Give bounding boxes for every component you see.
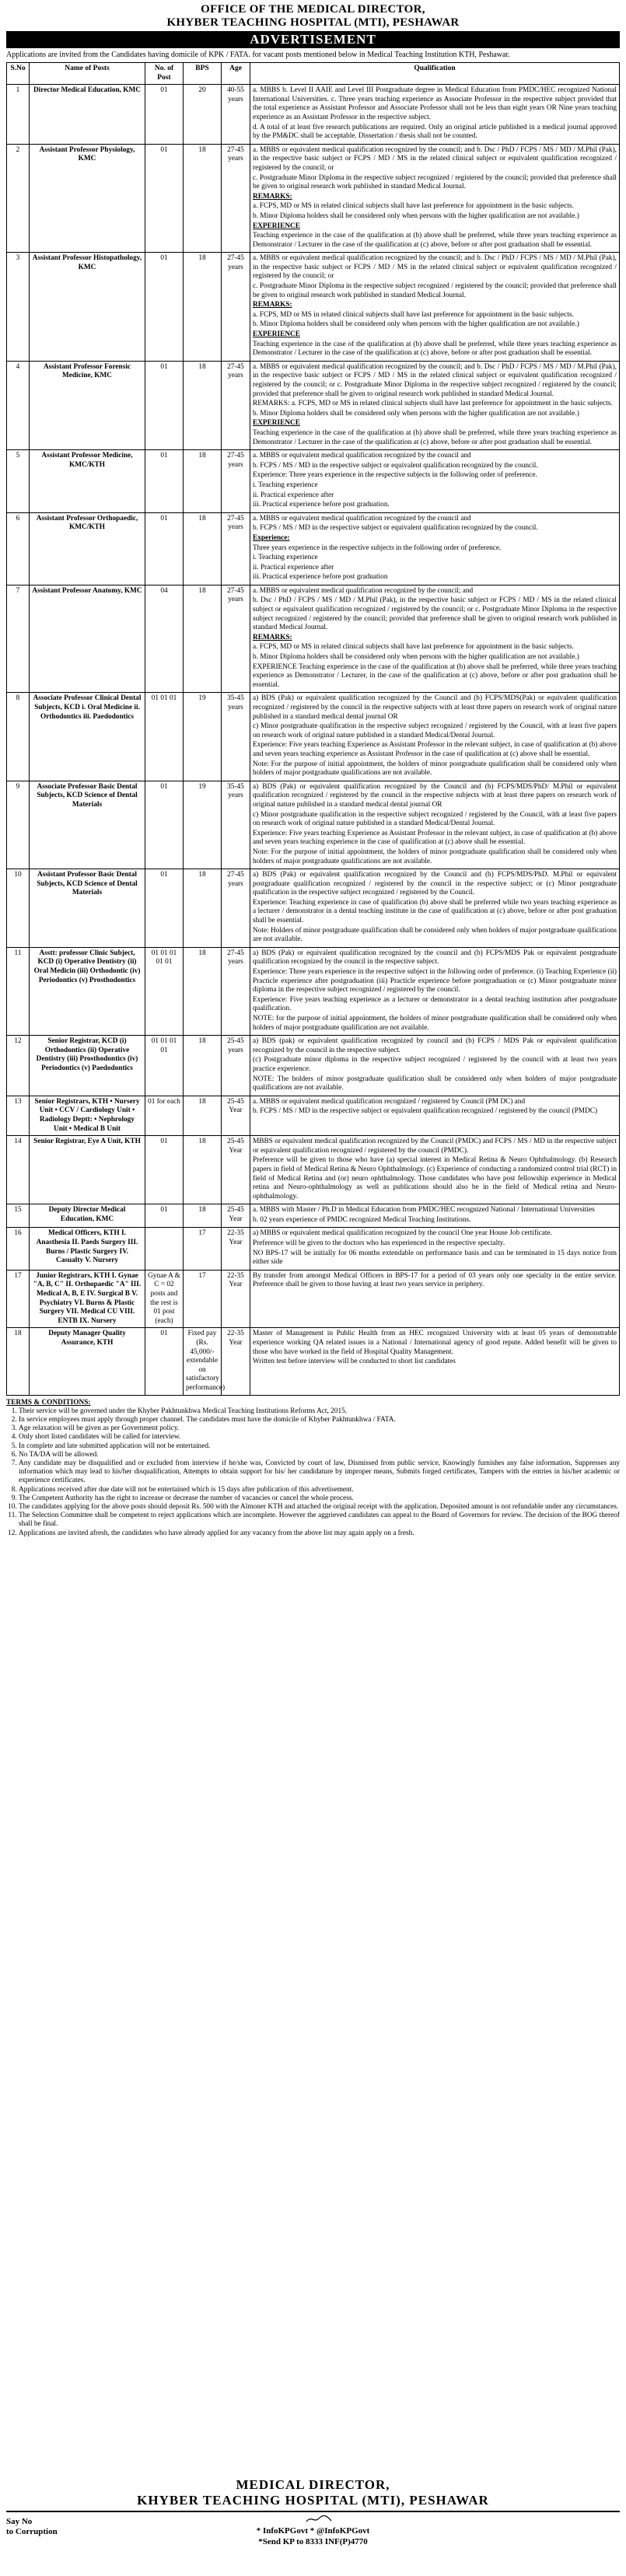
table-row <box>7 1228 620 1270</box>
qualification-line: Teaching experience in the case of the qualification at (b) above shall be preferred, while three years teaching experience as Demonstrator / Lecturer in the case of the qualification at (c) above, before or after post graduation shall be essential. <box>253 340 617 358</box>
terms-item: 1. Their service will be governed under the Khyber Pakhtunkhwa Medical Teaching Institutions Reforms Act, 2015. <box>19 1407 620 1416</box>
table-row <box>7 1036 620 1096</box>
header-age: Age <box>222 63 250 85</box>
qualification-line: NOTE: for the purpose of initial appointment, the holders of minor postgraduate qualification shall be considered only when holders of major postgraduate qualification are not available. <box>253 1015 617 1032</box>
qualification-line: a. MBBS or equivalent medical qualification recognized by the council and <box>253 514 471 523</box>
cell-count: 04 <box>145 585 184 693</box>
cell-bps: 18 <box>184 1096 222 1135</box>
cell-bps: 18 <box>184 1136 222 1204</box>
qualification-line: Experience: Three years experience in the respective subjects in the following order of preference. <box>253 471 537 480</box>
cell-qualification <box>250 1270 620 1328</box>
cell-age: 22-35 Year <box>222 1270 250 1328</box>
table-row <box>7 512 620 585</box>
cell-sno: 8 <box>7 693 30 781</box>
cell-post: Assistant Professor Physiology, KMC <box>30 144 145 253</box>
cell-count: 01 01 01 <box>145 693 184 781</box>
qualification-line: a) MBBS or equivalent medical qualification recognized by the council One year House Job certificate. <box>253 1229 552 1238</box>
qualification-line: Master of Management in Public Health from an HEC recognized University with at least 05 years of demonstrable experience working QA related issues in a National / International agency of good repute. Added benefit will be given to those who have worked in the field of Hospital Quality Management. <box>253 1330 617 1356</box>
cell-sno: 9 <box>7 781 30 869</box>
cell-bps: 19 <box>184 693 222 781</box>
qualification-line: a. MBBS or equivalent medical qualification recognized by the council; and b. Dsc / PhD / FCPS / MS / MD / M.Phil (Pak), in the respective basic subject or FCPS / MD / MS in the related clinical subject or equivalent qualification recognized / registered by the council; or <box>253 254 617 281</box>
qualification-line: i. Teaching experience <box>253 554 318 562</box>
cell-age: 25-45 Year <box>222 1096 250 1135</box>
terms-item: 3. Age relaxation will be given as per Government policy. <box>19 1424 620 1433</box>
header-qualification: Qualification <box>250 63 620 85</box>
table-row <box>7 85 620 145</box>
qualification-line: ii. Practical experience after <box>253 491 334 499</box>
qualification-line: Experience: Teaching experience in case of qualification (b) above shall be preferred while two years teaching experience as a lecturer / demonstrator in a dental teaching institute in the case of qualification at (c) above, before or after post graduation shall be essential. <box>253 898 617 925</box>
cell-post: Assistant Professor Anatomy, KMC <box>30 585 145 693</box>
cell-post: Associate Professor Clinical Dental Subjects, KCD i. Oral Medicine ii. Orthodontics iii. Paedodontics <box>30 693 145 781</box>
cell-count: 01 01 01 01 <box>145 1036 184 1096</box>
cell-sno: 16 <box>7 1228 30 1270</box>
cell-sno: 14 <box>7 1136 30 1204</box>
cell-qualification <box>250 1096 620 1135</box>
cell-sno: 13 <box>7 1096 30 1135</box>
cell-count: 01 <box>145 253 184 362</box>
cell-bps: 19 <box>184 781 222 869</box>
footer <box>6 2477 620 2557</box>
qualification-line: d. A total of at least five research publications are required. Only an original article published in a medical journal approved by the PM&DC shall be acceptable. Dissertation / thesis shall not be counted. <box>253 123 617 141</box>
table-row <box>7 1270 620 1328</box>
cell-count: 01 <box>145 1136 184 1204</box>
cell-count: 01 <box>145 512 184 585</box>
terms-item: 9. The Competent Authority has the right to increase or decrease the number of vacancies or cancel the whole process. <box>19 1494 620 1503</box>
qualification-line: EXPERIENCE <box>253 330 300 339</box>
cell-count: 01 for each <box>145 1096 184 1135</box>
cell-bps: Fixed pay (Rs. 45,000/- extendable on satisfactory performance) <box>184 1328 222 1395</box>
qualification-line: REMARKS: a. FCPS, MD or MS in related clinical subjects shall have last preference for appointment in the basic subjects. <box>253 400 613 408</box>
cell-qualification <box>250 512 620 585</box>
cell-age: 27-45 years <box>222 947 250 1035</box>
cell-age: 27-45 years <box>222 585 250 693</box>
qualification-line: a. FCPS, MD or MS in related clinical subjects shall have last preference for appointment in the basic subjects. <box>253 202 574 211</box>
qualification-line: a. FCPS, MD or MS in related clinical subjects shall have last preference for appointment in the basic subjects. <box>253 643 574 652</box>
table-row <box>7 1204 620 1228</box>
cell-count: 01 <box>145 1328 184 1395</box>
qualification-line: Note: Holders of minor postgraduate qualification shall be considered only when holders of major postgraduate qualifications are not available. <box>253 926 617 944</box>
qualification-line: Experience: Three years experience in the respective subject in the following order of preference. (i) Teaching Experience (ii) Practicle experience after postgraduation (iii) Practicle experience before postgraduation or (c) Minor postgraduate minor diploma in the respective subject recognized / registered by the council. <box>253 968 617 994</box>
cell-age: 27-45 years <box>222 361 250 449</box>
cell-sno: 6 <box>7 512 30 585</box>
table-row <box>7 450 620 513</box>
table-row <box>7 1328 620 1395</box>
cell-sno: 5 <box>7 450 30 513</box>
qualification-line: NOTE: The holders of minor postgraduate qualification shall be considered only when holders of major postgraduate qualifications are not available. <box>253 1075 617 1092</box>
cell-age: 27-45 years <box>222 144 250 253</box>
qualification-line: EXPERIENCE <box>253 419 300 428</box>
qualification-line: a) BDS (Pak) or equivalent qualification recognized by the council and (b) FCPS/MDS Pak or equivalent postgraduate qualification recognized by the council in the respective subject. <box>253 949 617 966</box>
cell-bps: 18 <box>184 1204 222 1228</box>
qualification-line: REMARKS: <box>253 192 292 201</box>
cell-post: Assistant Professor Forensic Medicine, KMC <box>30 361 145 449</box>
cell-qualification <box>250 1036 620 1096</box>
table-row <box>7 253 620 362</box>
cell-count: 01 01 01 01 01 <box>145 947 184 1035</box>
cell-count: 01 <box>145 144 184 253</box>
cell-age: 27-45 years <box>222 450 250 513</box>
cell-sno: 15 <box>7 1204 30 1228</box>
qualification-line: MBBS or equivalent medical qualification recognized by the Council (PMDC) and FCPS / MS / MD in the respective subject or equivalent qualification recognized / registered by the council (PMDC). <box>253 1138 617 1155</box>
qualification-line: c. Postgraduate Minor Diploma in the respective subject recognized / registered by the council; provided that preference shall be given to original research work published in standard Medical Journal. <box>253 282 617 299</box>
header-post: Name of Posts <box>30 63 145 85</box>
social-handles: * InfoKPGovt * @InfoKPGovt <box>256 2526 370 2536</box>
cell-post: Junior Registrars, KTH I. Gynae "A, B, C" II. Orthopaedic "A" III. Medical A, B, E IV. Surgical B V. Psychiatry VI. Burns & Plastic Surgery VII. Medical CU VIII. ENTB IX. Nursery <box>30 1270 145 1328</box>
qualification-line: a. MBBS or equivalent medical qualification recognized by the council; and b. Dsc / PhD / FCPS / MS / MD / M.Phil (Pak), in the respective basic subject or FCPS / MD / MS in the related clinical subject or equivalent qualification recognized / registered by the council; or <box>253 145 617 172</box>
qualification-line: a) BDS (Pak) or equivalent qualification recognized by the Council and (b) FCPS/MDS/PhD. M.Phil or equivalent postgraduate qualification recognized / registered by the council in the respective subject; or (c) Minor postgraduate qualification in the respective subject recognized / registered by the Council. <box>253 871 617 897</box>
cell-qualification <box>250 144 620 253</box>
cell-qualification <box>250 1328 620 1395</box>
qualification-line: Teaching experience in the case of the qualification at (b) above shall be preferred, while three years teaching experience as Demonstrator / Lecturer in the case of the qualification at (c) above, before or after post graduation shall be essential. <box>253 232 617 249</box>
cell-count: 01 <box>145 1204 184 1228</box>
cell-post: Associate Professor Basic Dental Subjects, KCD Science of Dental Materials <box>30 781 145 869</box>
qualification-line: Experience: Five years teaching experience as a lecturer or demonstrator in a dental teaching institution after postgraduate qualification. <box>253 995 617 1013</box>
qualification-line: Note: For the purpose of initial appointment, the holders of minor postgraduate qualification shall be considered only when holders of major postgraduate qualifications are not available. <box>253 760 617 778</box>
table-body <box>7 85 620 1395</box>
cell-post: Director Medical Education, KMC <box>30 85 145 145</box>
qualification-line: b. 02 years experience of PMDC recognized Medical Teaching Institutions. <box>253 1215 471 1224</box>
terms-item: 2. In service employees must apply through proper channel. The candidates must have the domicile of Khyber Pakhtunkhwa / FATA. <box>19 1416 620 1424</box>
cell-age: 25-45 years <box>222 1036 250 1096</box>
sms-info: *Send KP to 8333 INF(P)4770 <box>258 2537 368 2546</box>
header-sno: S.No <box>7 63 30 85</box>
terms-item: 10. The candidates applying for the above posts should deposit Rs. 500 with the Almoner KTH and attached the original receipt with the application. Deposited amount is not refundable under any circumstances. <box>19 1503 620 1512</box>
qualification-line: b. FCPS / MS / MD in the respective subject or equivalent qualification recognized by the council. <box>253 461 538 470</box>
qualification-line: Experience: <box>253 533 290 542</box>
cell-bps: 18 <box>184 253 222 362</box>
terms-item: 4. Only short listed candidates will be called for interview. <box>19 1433 620 1442</box>
header-count: No. of Post <box>145 63 184 85</box>
footer-signatory: MEDICAL DIRECTOR, <box>236 2477 390 2492</box>
office-title: OFFICE OF THE MEDICAL DIRECTOR, <box>201 3 425 16</box>
cell-qualification <box>250 1228 620 1270</box>
qualification-line: b. Minor Diploma holders shall be considered only when persons with the higher qualification are not available.) <box>253 320 579 329</box>
cell-age: 27-45 years <box>222 253 250 362</box>
cell-qualification <box>250 693 620 781</box>
cell-qualification <box>250 85 620 145</box>
table-row <box>7 1096 620 1135</box>
table-header-row <box>7 63 620 85</box>
terms-list <box>6 1407 620 1538</box>
cell-age: 40-55 years <box>222 85 250 145</box>
cell-qualification <box>250 947 620 1035</box>
qualification-line: a. MBBS or equivalent medical qualification recognized by the council; and b. Dsc / PhD / FCPS / MS / MD / M.Phil (Pak), in the respective basic subject or FCPS / MD / MS in the related clinical subject or equivalent qualification recognized / registered by the council; or c. Postgraduate Minor Diploma in the respective subject recognized / registered by the council; provided that preference shall be given to original research work published in standard Medical Journal. <box>253 362 617 398</box>
cell-bps: 18 <box>184 1036 222 1096</box>
cell-post: Assistant Professor Medicine, KMC/KTH <box>30 450 145 513</box>
cell-age: 35-45 years <box>222 781 250 869</box>
cell-bps: 18 <box>184 585 222 693</box>
qualification-line: b. Dsc / PhD / FCPS / MS / MD / M.Phil (Pak), in the respective basic subject or FCPS / MD / MS in the related clinical subject or equivalent qualification recognized / registered by the council; or c. Postgraduate Minor Diploma in the respective subject recognized / registered by the council; provided that preference shall be given to original research work published in standard Medical Journal. <box>253 596 617 632</box>
cell-sno: 7 <box>7 585 30 693</box>
qualification-line: iii. Practical experience before post graduation <box>253 573 388 582</box>
cell-sno: 10 <box>7 869 30 948</box>
qualification-line: REMARKS: <box>253 301 292 309</box>
qualification-line: Three years experience in the respective subjects in the following order of preference. <box>253 544 502 552</box>
qualification-line: Preference will be given to the doctors who has experienced in the respective specialty. <box>253 1239 505 1248</box>
cell-bps: 18 <box>184 450 222 513</box>
qualification-line: c) Minor postgraduate qualification in the respective subject recognized / registered by the Council, with at least five papers on research work of original nature published in a standard Medical/Dental Journal. <box>253 722 617 739</box>
qualification-line: Note: For the purpose of initial appointment, the holders of minor postgraduate qualification shall be considered only when holders of major postgraduate qualifications are not available. <box>253 848 617 865</box>
cell-age: 25-45 Year <box>222 1204 250 1228</box>
qualification-line: Teaching experience in the case of the qualification at (b) above shall be preferred, while three years teaching experience as Demonstrator / Lecturer in the case of the qualification at (c) above, before or after post graduation shall be essential. <box>253 428 617 446</box>
qualification-line: iii. Practical experience before post graduation. <box>253 501 390 509</box>
table-row <box>7 361 620 449</box>
cell-qualification <box>250 585 620 693</box>
cell-post: Senior Registrar, KCD (i) Orthodontics (ii) Operative Dentistry (iii) Prosthodontics (iv) Periodontics (v) Paedodontics <box>30 1036 145 1096</box>
qualification-line: EXPERIENCE <box>253 222 300 230</box>
cell-post: Assistant Professor Orthopaedic, KMC/KTH <box>30 512 145 585</box>
cell-post: Senior Registrars, KTH • Nursery Unit • CCV / Cardiology Unit • Radiology Deptt: • Nephrology Unit • Medical B Unit <box>30 1096 145 1135</box>
cell-sno: 3 <box>7 253 30 362</box>
cell-count: 01 <box>145 869 184 948</box>
qualification-line: Written test before interview will be conducted to short list candidates <box>253 1358 456 1366</box>
header-bps: BPS <box>184 63 222 85</box>
qualification-line: b. FCPS / MS / MD in the respective subject or equivalent qualification recognized by the council. <box>253 524 538 533</box>
cell-sno: 12 <box>7 1036 30 1096</box>
footer-row <box>6 2512 620 2557</box>
qualification-line: a. MBBS b. Level II AAIE and Level III Postgraduate degree in Medical Education from PMDC/HEC recognized National International Universities. c. Three years teaching experience as Associate Professor in the respective subject provided that the total experience as Assistant Professor and Associate Professor shall not be less than eight years OR Nine years teaching experience as an Assistant Professor in the respective subject. <box>253 86 617 121</box>
advertisement-banner: ADVERTISEMENT <box>6 31 620 48</box>
advertisement-page <box>6 3 620 2573</box>
posts-table <box>6 62 620 1396</box>
qualification-line: c) Minor postgraduate qualification in the respective subject recognized / registered by the Council, with at least five papers on research work of original nature published in a standard Medical/Dental Journal. <box>253 810 617 828</box>
terms-item: 12. Applications are invited afresh, the candidates who have already applied for any vacancy from the above list may again apply on a fresh. <box>19 1529 620 1538</box>
qualification-line: a. MBBS or equivalent medical qualification recognized by the council and <box>253 452 471 460</box>
table-row <box>7 144 620 253</box>
qualification-line: EXPERIENCE Teaching experience in the case of the qualification at (b) above shall be preferred, while three years teaching experience as Demonstrator / Lecturer, in the case of the qualification at (c) above, before or after post graduation shall be essential. <box>253 662 617 689</box>
table-row <box>7 1136 620 1204</box>
cell-count: 01 <box>145 450 184 513</box>
qualification-line: b. FCPS / MS / MD in the respective subject or equivalent qualification recognized / registered by the council (PMDC) <box>253 1107 598 1116</box>
table-row <box>7 781 620 869</box>
qualification-line: i. Teaching experience <box>253 481 318 489</box>
qualification-line: b. Minor Diploma holders shall be considered only when persons with the higher qualification are not available.) <box>253 211 579 220</box>
qualification-line: c. Postgraduate Minor Diploma in the respective subject recognized / registered by the council; provided that preference shall be given to original research work published in standard Medical Journal. <box>253 173 617 191</box>
qualification-line: a) BDS (pak) or equivalent qualification recognized by council and (b) FCPS / MDS Pak or equivalent qualification recognized by the council in the respective subject. <box>253 1037 617 1054</box>
qualification-line: b. Minor Diploma holders shall be considered only when persons with the higher qualification are not available.) <box>253 653 579 662</box>
anti-corruption-line1: Say No <box>6 2517 33 2526</box>
cell-post: Assistant Professor Basic Dental Subjects, KCD Science of Dental Materials <box>30 869 145 948</box>
terms-item: 5. In complete and late submitted application will not be entertained. <box>19 1442 620 1451</box>
terms-item: 7. Any candidate may be disqualified and or excluded from interview if he/she was, Convicted by court of law, Dismissed from public service, Knowingly furnishes any false information, Suppresses any information which may lead to his/her disqualification, Attempts to obtain support for his/ her candidature by improper means, Submits forged certificates, Tampers with the entries in his/her academic or experience certificates. <box>19 1459 620 1486</box>
cell-count: 01 <box>145 361 184 449</box>
cell-bps: 17 <box>184 1270 222 1328</box>
table-row <box>7 585 620 693</box>
table-row <box>7 869 620 948</box>
cell-post: Assistant Professor Histopathology, KMC <box>30 253 145 362</box>
cell-post: Medical Officers, KTH I. Anasthesia II. Paeds Surgery III. Burns / Plastic Surgery IV. Casualty V. Nursery <box>30 1228 145 1270</box>
cell-qualification <box>250 1204 620 1228</box>
cell-post: Asstt: professor Clinic Subject, KCD (i) Operative Dentistry (ii) Oral Medicin (iii) Orthodontic (iv) Periodontics (v) Prosthodontics <box>30 947 145 1035</box>
cell-qualification <box>250 781 620 869</box>
cell-qualification <box>250 253 620 362</box>
qualification-line: a) BDS (Pak) or equivalent qualification recognized by the Council and (b) FCPS/MDS/PhD/ M.Phil or equivalent qualification recognized / registered by the council in the respective subjects with at least three papers on research work of original nature published in a standard medical dental journal OR <box>253 782 617 809</box>
qualification-line: (c) Postgraduate minor diploma in the respective subject recognized / registered by the council with at least two years practice experience. <box>253 1056 617 1073</box>
hospital-title: KHYBER TEACHING HOSPITAL (MTI), PESHAWAR <box>166 16 460 29</box>
cell-sno: 17 <box>7 1270 30 1328</box>
qualification-line: REMARKS: <box>253 633 292 641</box>
cell-age: 25-45 Year <box>222 1136 250 1204</box>
qualification-line: a) BDS (Pak) or equivalent qualification recognized by the Council and (b) FCPS/MDS(Pak) or equivalent qualification recognized / registered by the council in the respective subjects with at least three papers on research work of original nature published in a standard medical dental journal OR <box>253 694 617 721</box>
footer-hospital: KHYBER TEACHING HOSPITAL (MTI), PESHAWAR <box>137 2493 489 2508</box>
cell-age: 22-35 Year <box>222 1328 250 1395</box>
cell-sno: 2 <box>7 144 30 253</box>
qualification-line: Preference will be given to those who have (a) special interest in Medical Retina & Neuro Ophthalmology. (b) Research papers in field of Medical Retina & Neuro Ophthalmology. (c) Experience of conducting a randomized control trial (RCT) in field of Medical Retina and (or) neuro ophthalmology. Those candidates who have post fellowship experience in Medical retina and Neuro-ophthalmology as well as publications should also be in the field of Medical retina and Neuro-ophthalmology. <box>253 1156 617 1201</box>
cell-sno: 11 <box>7 947 30 1035</box>
cell-count <box>145 1228 184 1270</box>
signature-icon <box>305 2514 333 2525</box>
qualification-line: a. MBBS or equivalent medical qualification recognized by the council; and <box>253 586 474 595</box>
qualification-line: Experience: Five years teaching Experience as Assistant Professor in the relevant subject, in case of qualification at (b) above and seven years teaching experience in the case of qualification at (c) above shall be essential. <box>253 829 617 847</box>
terms-item: 8. Applications received after due date will not be entertained which is 15 days after publication of this advertisement. <box>19 1486 620 1494</box>
intro-text: Applications are invited from the Candidates having domicile of KPK / FATA. for vacant posts mentioned below in Medical Teaching Institution KTH, Peshawar. <box>6 51 510 59</box>
cell-bps: 20 <box>184 85 222 145</box>
cell-qualification <box>250 869 620 948</box>
cell-age: 22-35 Year <box>222 1228 250 1270</box>
qualification-line: NO BPS-17 will be initially for 06 months extendable on performance basis and can be terminated in 15 days notice from either side <box>253 1249 617 1267</box>
cell-bps: 17 <box>184 1228 222 1270</box>
qualification-line: ii. Practical experience after <box>253 563 334 571</box>
anti-corruption-line2: to Corruption <box>6 2527 58 2536</box>
qualification-line: Experience: Five years teaching Experience as Assistant Professor in the relevant subject, in case of qualification at (b) above and seven years teaching experience as Assistant Professor in the case of qualification at (c) above shall be essential. <box>253 741 617 758</box>
cell-bps: 18 <box>184 512 222 585</box>
terms-section <box>6 1399 620 1538</box>
cell-sno: 18 <box>7 1328 30 1395</box>
cell-post: Senior Registrar, Eye A Unit, KTH <box>30 1136 145 1204</box>
cell-count: 01 <box>145 85 184 145</box>
cell-qualification <box>250 450 620 513</box>
cell-age: 35-45 years <box>222 693 250 781</box>
cell-bps: 18 <box>184 361 222 449</box>
cell-bps: 18 <box>184 144 222 253</box>
cell-post: Deputy Manager Quality Assurance, KTH <box>30 1328 145 1395</box>
cell-post: Deputy Director Medical Education, KMC <box>30 1204 145 1228</box>
qualification-line: a. MBBS with Master / Ph.D in Medical Education from PMDC/HEC recognized National / International Universities <box>253 1206 595 1215</box>
qualification-line: b. Minor Diploma holders shall be considered only when persons with the higher qualification are not available.) <box>253 409 579 418</box>
terms-title: TERMS & CONDITIONS: <box>6 1398 91 1407</box>
table-row <box>7 693 620 781</box>
cell-age: 27-45 years <box>222 869 250 948</box>
cell-bps: 18 <box>184 869 222 948</box>
cell-age: 27-45 years <box>222 512 250 585</box>
qualification-line: By transfer from amongst Medical Officers in BPS-17 for a period of 03 years only one specialty in the entire service. Preference shall be given to those having at least two years service in periphery. <box>253 1271 617 1289</box>
cell-count: Gynae A & C = 02 posts and the rest is 01 post (each) <box>145 1270 184 1328</box>
table-row <box>7 947 620 1035</box>
qualification-line: a. FCPS, MD or MS in related clinical subjects shall have last preference for appointment in the basic subjects. <box>253 310 574 319</box>
cell-count: 01 <box>145 781 184 869</box>
terms-item: 6. No TA/DA will be allowed. <box>19 1451 620 1459</box>
qualification-line: a. MBBS or equivalent medical qualification recognized / registered by Council (PM DC) and <box>253 1097 526 1106</box>
terms-item: 11. The Selection Committee shall be competent to reject applications which are incomplete. However the aggrieved candidates can appeal to the Board of Governors for review. The decision of the BOG thereof shall be final. <box>19 1512 620 1529</box>
cell-bps: 18 <box>184 947 222 1035</box>
cell-sno: 4 <box>7 361 30 449</box>
cell-qualification <box>250 361 620 449</box>
cell-qualification <box>250 1136 620 1204</box>
cell-sno: 1 <box>7 85 30 145</box>
